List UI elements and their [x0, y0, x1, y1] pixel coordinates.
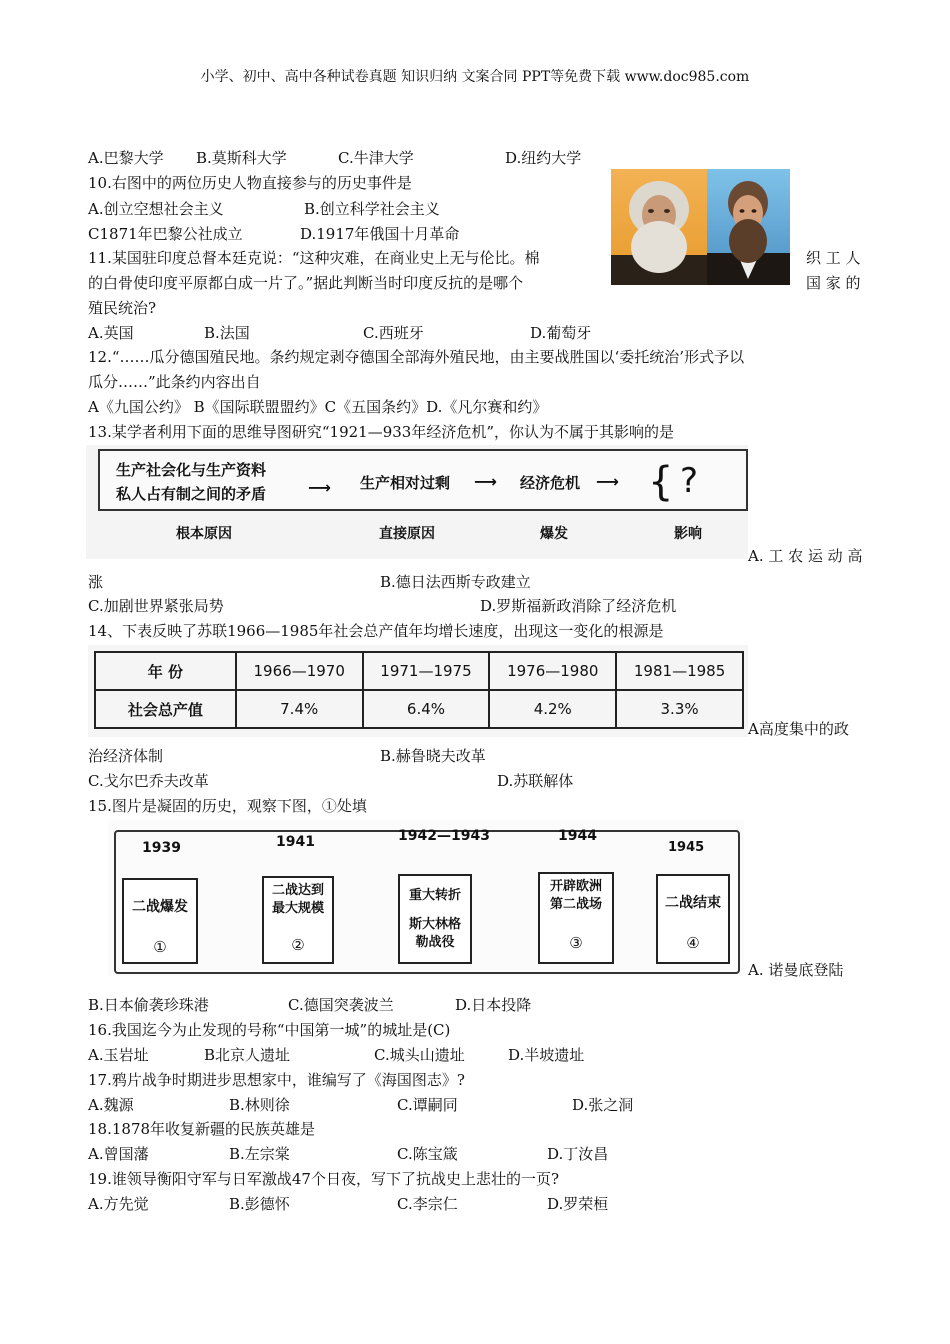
- q11-option-c: C.西班牙: [363, 324, 424, 342]
- mindmap-root-line1: 生产社会化与生产资料: [116, 461, 267, 479]
- q13-mindmap-figure: [86, 445, 748, 559]
- q11-option-b: B.法国: [204, 324, 250, 342]
- mindmap-label-outbreak: 爆发: [540, 526, 568, 542]
- timeline-event-box: [398, 874, 472, 964]
- timeline-year: 1941: [276, 834, 315, 850]
- mindmap-brace: {: [648, 459, 674, 505]
- table-header-cell: 1976—1980: [489, 652, 616, 690]
- mindmap-label-direct-cause: 直接原因: [379, 526, 435, 542]
- table-header-cell: 1966—1970: [236, 652, 363, 690]
- q19-stem: 19.谁领导衡阳守军与日军激战47个日夜，写下了抗战史上悲壮的一页?: [88, 1170, 559, 1188]
- growth-rate-table: [94, 651, 744, 729]
- q13-option-b: B.德日法西斯专政建立: [380, 573, 531, 591]
- mindmap-arrow-1: ⟶: [308, 478, 331, 497]
- q16-option-b: B北京人遗址: [204, 1046, 291, 1064]
- q18-option-c: C.陈宝箴: [397, 1145, 458, 1163]
- q13-stem: 13.某学者利用下面的思维导图研究“1921—933年经济危机”，你认为不属于其影响的是: [88, 423, 674, 441]
- q17-stem: 17.鸦片战争时期进步思想家中，谁编写了《海国图志》?: [88, 1071, 465, 1089]
- table-header-cell: 年 份: [95, 652, 236, 690]
- q9-option-c: C.牛津大学: [338, 149, 414, 167]
- mindmap-arrow-3: ⟶: [596, 472, 619, 491]
- q19-option-a: A.方先觉: [88, 1195, 149, 1213]
- timeline-event-box: [538, 872, 614, 964]
- q19-option-c: C.李宗仁: [397, 1195, 458, 1213]
- mindmap-label-impact: 影响: [674, 526, 702, 542]
- table-header-cell: 1981—1985: [616, 652, 743, 690]
- marx-portrait-image: [611, 169, 707, 285]
- q14-option-b: B.赫鲁晓夫改革: [380, 747, 486, 765]
- q9-option-d: D.纽约大学: [505, 149, 582, 167]
- page-header: 小学、初中、高中各种试卷真题 知识归纳 文案合同 PPT等免费下载 www.doc985.com: [200, 69, 750, 85]
- q18-option-a: A.曾国藩: [88, 1145, 149, 1163]
- event-subtitle: 斯大林格勒战役: [408, 917, 461, 950]
- q14-stem: 14、下表反映了苏联1966—1985年社会总产值年均增长速度，出现这一变化的根源是: [88, 622, 664, 640]
- q11-line2: 的白骨使印度平原都白成一片了。”据此判断当时印度反抗的是哪个: [88, 274, 524, 292]
- table-cell: 社会总产值: [95, 690, 236, 728]
- q18-option-b: B.左宗棠: [229, 1145, 290, 1163]
- q14-option-c: C.戈尔巴乔夫改革: [88, 772, 209, 790]
- q18-stem: 18.1878年收复新疆的民族英雄是: [88, 1120, 316, 1138]
- q15-timeline-figure: [108, 820, 744, 976]
- q11-line3: 殖民统治?: [88, 299, 157, 317]
- event-title: 二战爆发: [132, 899, 188, 915]
- event-number: ③: [569, 934, 583, 952]
- event-title: 二战达到最大规模: [271, 883, 324, 916]
- q9-option-a: A.巴黎大学: [88, 149, 164, 167]
- q12-line2: 瓜分……”此条约内容出自: [88, 373, 261, 391]
- q12-line1: 12.“……瓜分德国殖民地。条约规定剥夺德国全部海外殖民地，由主要战胜国以‘委托统治’形式予以: [88, 348, 745, 366]
- mindmap-arrow-2: ⟶: [474, 472, 497, 491]
- q15-option-d: D.日本投降: [455, 996, 532, 1014]
- mindmap-label-root-cause: 根本原因: [176, 526, 232, 542]
- q15-option-b: B.日本偷袭珍珠港: [88, 996, 209, 1014]
- q9-option-b: B.莫斯科大学: [196, 149, 287, 167]
- q17-option-d: D.张之洞: [572, 1096, 634, 1114]
- q17-option-c: C.谭嗣同: [397, 1096, 458, 1114]
- table-header-cell: 1971—1975: [363, 652, 490, 690]
- q17-option-b: B.林则徐: [229, 1096, 290, 1114]
- q13-option-d: D.罗斯福新政消除了经济危机: [480, 597, 677, 615]
- table-cell: 6.4%: [363, 690, 490, 728]
- event-title: 重大转折: [408, 888, 461, 903]
- q12-options: A《九国公约》 B《国际联盟盟约》C《五国条约》D.《凡尔赛和约》: [88, 398, 548, 416]
- timeline-year: 1944: [558, 828, 597, 844]
- table-cell: 4.2%: [489, 690, 616, 728]
- timeline-event-box: [262, 876, 334, 964]
- event-number: ①: [153, 938, 167, 956]
- mindmap-step-overproduction: 生产相对过剩: [360, 474, 451, 492]
- q10-stem: 10.右图中的两位历史人物直接参与的历史事件是: [88, 174, 412, 192]
- q14-option-d: D.苏联解体: [497, 772, 574, 790]
- q10-option-b: B.创立科学社会主义: [304, 200, 440, 218]
- timeline-year: 1945: [668, 840, 705, 855]
- q16-option-a: A.玉岩址: [88, 1046, 149, 1064]
- q16-option-c: C.城头山遗址: [374, 1046, 465, 1064]
- event-title: 开辟欧洲第二战场: [549, 879, 602, 912]
- q14-table-figure: [88, 645, 748, 737]
- q11-line1-right: 织 工 人: [806, 249, 861, 267]
- table-row: [95, 690, 743, 728]
- q18-option-d: D.丁汝昌: [547, 1145, 609, 1163]
- timeline-year: 1939: [142, 840, 181, 856]
- event-title: 二战结束: [665, 895, 721, 911]
- q11-line1: 11.某国驻印度总督本廷克说：“这种灾难，在商业史上无与伦比。棉: [88, 249, 540, 267]
- q10-option-a: A.创立空想社会主义: [88, 200, 224, 218]
- q11-option-d: D.葡萄牙: [530, 324, 592, 342]
- table-cell: 3.3%: [616, 690, 743, 728]
- q13-option-a: A. 工 农 运 动 高: [748, 547, 863, 565]
- event-number: ④: [686, 934, 700, 952]
- q15-option-a: A. 诺曼底登陆: [748, 961, 844, 979]
- q16-stem: 16.我国迄今为止发现的号称“中国第一城”的城址是(C): [88, 1021, 451, 1039]
- mindmap-root-line2: 私人占有制之间的矛盾: [116, 485, 267, 503]
- q13-option-a-cont: 涨: [88, 573, 104, 591]
- engels-portrait-image: [707, 169, 790, 285]
- table-cell: 7.4%: [236, 690, 363, 728]
- q19-option-b: B.彭德怀: [229, 1195, 290, 1213]
- q13-option-c: C.加剧世界紧张局势: [88, 597, 224, 615]
- q10-option-c: C1871年巴黎公社成立: [88, 225, 243, 243]
- timeline-year: 1942—1943: [398, 828, 490, 844]
- q14-option-a-cont: 治经济体制: [88, 747, 164, 765]
- timeline-event-box: [656, 874, 730, 964]
- timeline-event-box: [122, 878, 198, 964]
- q19-option-d: D.罗荣桓: [547, 1195, 609, 1213]
- q11-option-a: A.英国: [88, 324, 134, 342]
- event-number: ②: [291, 936, 305, 954]
- mindmap-step-crisis: 经济危机: [520, 474, 581, 492]
- q10-option-d: D.1917年俄国十月革命: [300, 225, 460, 243]
- q15-option-c: C.德国突袭波兰: [288, 996, 394, 1014]
- q17-option-a: A.魏源: [88, 1096, 134, 1114]
- table-header-row: [95, 652, 743, 690]
- q16-option-d: D.半坡遗址: [508, 1046, 585, 1064]
- q15-stem: 15.图片是凝固的历史，观察下图，①处填: [88, 797, 367, 815]
- q11-line2-right: 国 家 的: [806, 274, 861, 292]
- mindmap-question-mark: ?: [680, 461, 699, 501]
- q14-option-a: A高度集中的政: [748, 720, 849, 738]
